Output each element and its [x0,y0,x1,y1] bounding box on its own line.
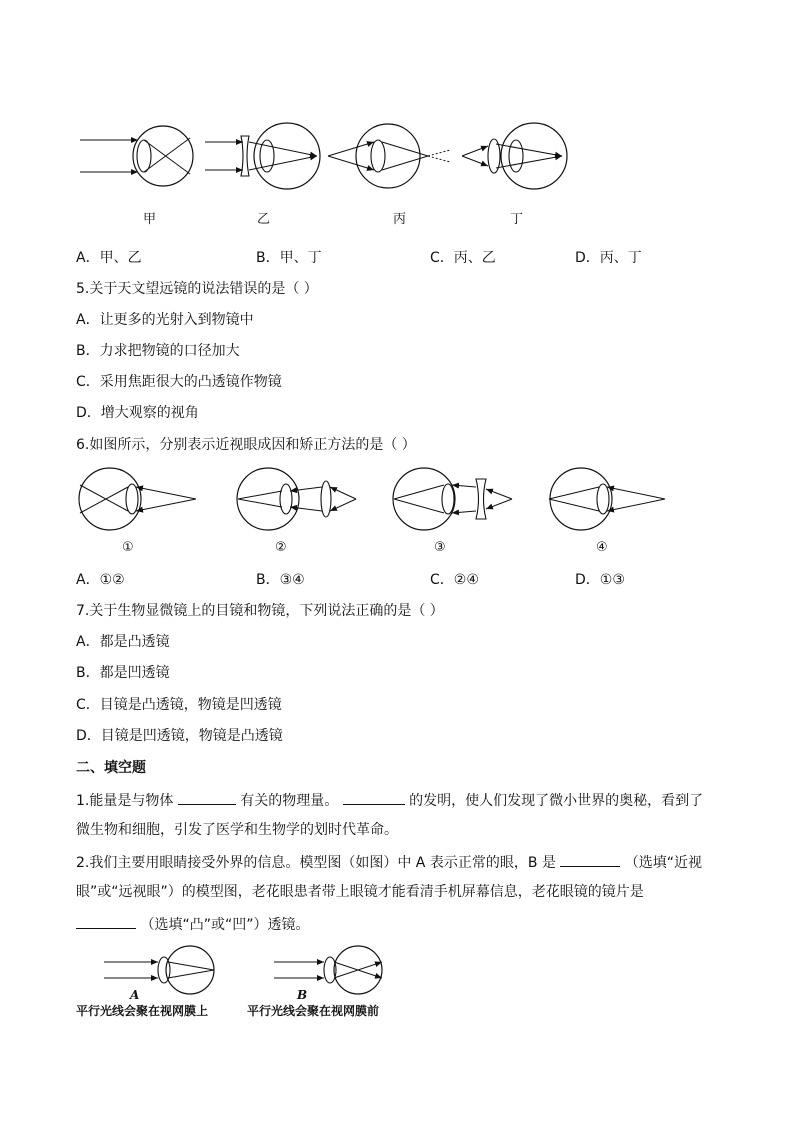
fill2-text-2: （选填“近视 [624,855,703,871]
fill1-text-2: 有关的物理量。 [240,793,339,809]
eye-diagram-2 [232,465,362,535]
q6-option-d[interactable]: D．①③ [575,572,625,588]
q6-stem: 6.如图所示，分别表示近视眼成因和矫正方法的是（ ） [76,437,416,453]
fill2-line1 [76,852,702,872]
q7-option-c[interactable]: C．目镜是凸透镜，物镜是凹透镜 [76,697,282,713]
q5-option-a[interactable]: A．让更多的光射入到物镜中 [76,312,254,328]
fig-label-3: ③ [434,540,446,555]
eye-diagram-bing [328,108,458,203]
eye-diagram-yi [205,108,325,203]
fill1-text-3: 的发明，使人们发现了微小世界的奥秘，看到了 [409,793,704,809]
eye-diagram-1 [76,465,201,535]
fig-label-a: A [130,988,140,1002]
fig-label-b: B [297,988,308,1002]
fill1-line2: 微生物和细胞，引发了医学和生物学的划时代革命。 [76,822,398,838]
caption-b: 平行光线会聚在视网膜前 [247,1004,380,1018]
eye-diagram-jia [78,108,198,203]
fill1-line1 [76,790,703,810]
eye-model-a [104,944,224,994]
fill2-blank-2[interactable] [76,914,136,929]
q7-option-a[interactable]: A．都是凸透镜 [76,634,170,650]
fig-label-bing: 丙 [393,212,407,227]
q7-option-d[interactable]: D．目镜是凹透镜，物镜是凸透镜 [76,728,283,744]
fill1-blank-1[interactable] [178,790,236,805]
fig-label-jia: 甲 [143,212,157,227]
caption-a: 平行光线会聚在视网膜上 [76,1004,209,1018]
fill2-line2: 眼”或“远视眼”）的模型图，老花眼患者带上眼镜才能看清手机屏幕信息，老花眼镜的镜片是 [76,884,644,900]
q5-option-b[interactable]: B．力求把物镜的口径加大 [76,343,240,359]
eye-model-b [274,944,394,994]
q5-stem: 5.关于天文望远镜的说法错误的是（ ） [76,281,318,297]
q4-option-a[interactable]: A．甲、乙 [76,250,142,266]
fill2-text-1: 2.我们主要用眼睛接受外界的信息。模型图（如图）中 A 表示正常的眼，B 是 [76,855,556,871]
fig-label-1: ① [122,540,134,555]
eye-diagram-4 [545,465,670,535]
q6-option-b[interactable]: B．③④ [256,572,305,588]
fig-label-2: ② [275,540,287,555]
fig-label-4: ④ [596,540,608,555]
q7-option-b[interactable]: B．都是凹透镜 [76,665,170,681]
fill2-text-3: （选填“凸”或“凹”）透镜。 [140,917,310,933]
fill2-line3 [76,914,309,934]
q4-option-b[interactable]: B．甲、丁 [256,250,322,266]
section-heading: 二、填空题 [76,760,146,776]
q4-option-d[interactable]: D．丙、丁 [575,250,642,266]
q5-option-d[interactable]: D．增大观察的视角 [76,405,199,421]
q6-option-c[interactable]: C．②④ [430,572,479,588]
fig-label-yi: 乙 [257,212,271,227]
q6-option-a[interactable]: A．①② [76,572,125,588]
eye-diagram-3 [388,465,518,535]
fig-label-ding: 丁 [510,212,524,227]
fill1-blank-2[interactable] [343,790,405,805]
fill1-text-1: 1.能量是与物体 [76,793,174,809]
q5-option-c[interactable]: C．采用焦距很大的凸透镜作物镜 [76,374,282,390]
q7-stem: 7.关于生物显微镜上的目镜和物镜，下列说法正确的是（ ） [76,603,444,619]
eye-diagram-ding [458,108,578,203]
fill2-blank-1[interactable] [560,852,620,867]
q4-option-c[interactable]: C．丙、乙 [430,250,496,266]
